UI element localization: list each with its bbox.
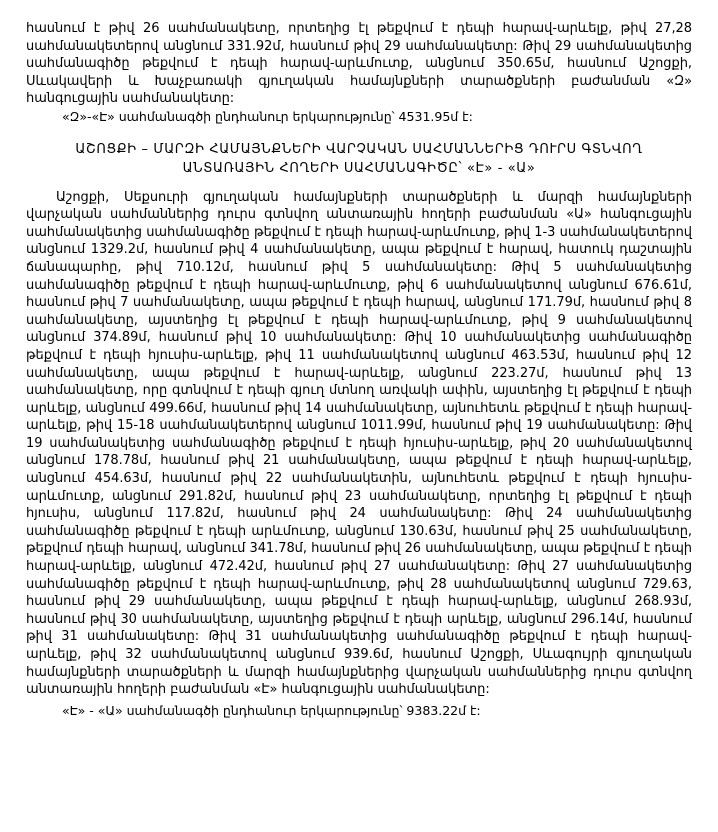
paragraph-section-body: Աշոցքի, Սեքսուրի գյուղական համայնքների տարածքների և մարզի համայնքների վարչական սահմաններից դուրս գտնվող անտառային հողերի բաժանման «Ա» հանգուցային սահմանակետից սահմանագիծը թեքվում է դեպի հարավ-արևմուտք, թիվ 1-3 սահմանակետերով անցնում 1329.2մ, հասնում թիվ 4 սահմանակետը, ապա թեքվում է հարավ, հատուկ դաշտային ճանապարհը, թիվ 710.12մ, հասնում թիվ 5 սահմանակետը: Թիվ 5 սահմանակետից սահմանագիծը թեքվում է դեպի հարավ-արևմուտք, թիվ 6 սահմանակետով անցնում 676.61մ, հասնում թիվ 7 սահմանակետը, ապա թեքվում է դեպի հարավ, անցնում 171.79մ, հասնում թիվ 8 սահմանակետը, այստեղից էլ թեքվում է դեպի հարավ-արևմուտք, թիվ 9 սահմանակետով անցնում 374.89մ, հասնում թիվ 10 սահմանակետը: Թիվ 10 սահմանակետից սահմանագիծը թեքվում է դեպի հյուսիս-արևելք, թիվ 11 սահմանակետով անցնում 463.53մ, հասնում թիվ 12 սահմանակետը, ապա թեքվում է հարավ-արևելք, անցնում 223.27մ, հասնում թիվ 13 սահմանակետը, որը գտնվում է դեպի գյուղ մտնող առվակի ափին, այստեղից էլ թեքվում է դեպի արևելք, անցնում 499.66մ, հասնում թիվ 14 սահմանակետը, այնուհետև թեքվում է դեպի հարավ-արևելք, թիվ 15-18 սահմանակետերով անցնում 1011.99մ, հասնում թիվ 19 սահմանակետը: Թիվ 19 սահմանակետից սահմանագիծը թեքվում է դեպի հյուսիս-արևելք, թիվ 20 սահմանակետով անցնում 178.78մ, հասնում թիվ 21 սահմանակետը, ապա թեքվում է դեպի հարավ-արևելք, անցնում 454.63մ, հասնում թիվ 22 սահմանակետին, այնուհետև թեքվում է դեպի հյուսիս-արևմուտք, անցնում 291.82մ, հասնում թիվ 23 սահմանակետը, որտեղից էլ թեքվում է դեպի հյուսիս, անցնում 117.82մ, հասնում թիվ 24 սահմանակետը: Թիվ 24 սահմանակետից սահմանագիծը թեքվում է դեպի արևմուտք, անցնում 130.63մ, հասնում թիվ 25 սահմանակետը, թեքվում դեպի հարավ, անցնում 341.78մ, հասնում թիվ 26 սահմանակետը, ապա թեքվում է դեպի հարավ-արևելք, անցնում 472.42մ, հասնում թիվ 27 սահմանակետը: Թիվ 27 սահմանակետից սահմանագիծը թեքվում է դեպի հարավ-արևմուտք, թիվ 28 սահմանակետով անցնում 729.63, հասնում թիվ 29 սահմանակետը, ապա թեքվում է դեպի հարավ-արևելք, անցնում 268.93մ, հասնում թիվ 30 սահմանակետը, այստեղից թեքվում է դեպի արևելք, անցնում 296.14մ, հասնում թիվ 31 սահմանակետը: Թիվ 31 սահմանակետից սահմանագիծը թեքվում է դեպի հարավ-արևելք, թիվ 32 սահմանակետով անցնում 939.6մ, հասնում Աշոցքի, Սևագույրի գյուղական համայնքների տարածքների և մարզի համայնքներից վարչական սահմաններից դուրս գտնվող անտառային հողերի բաժանման «Է» հանգուցային սահմանակետը: (26, 189, 692, 698)
section-heading-line-1: ԱՇՈՑՔԻ – ՄԱՐԶԻ ՀԱՄԱՅՆՔՆԵՐԻ ՎԱՐՉԱԿԱՆ ՍԱՀՄԱՆՆԵՐԻՑ ԴՈՒՐՍ ԳՏՆՎՈՂ (75, 141, 643, 157)
paragraph-continuation: հասնում է թիվ 26 սահմանակետը, որտեղից էլ թեքվում է դեպի հարավ-արևելք, թիվ 27,28 սահմանակետերով անցնում 331.92մ, հասնում թիվ 29 սահմանակետը: Թիվ 29 սահմանակետից սահմանագիծը թեքվում է դեպի հարավ-արևմուտք, անցնում 350.65մ, հասնում Աշոցքի, Սևակավերի և Խաչբառակի գյուղական համայնքների տարածքների բաժանման «Զ» հանգուցային սահմանակետը: (26, 21, 692, 107)
section-heading (26, 140, 692, 178)
section-heading-line-2: ԱՆՏԱՌԱՅԻՆ ՀՈՂԵՐԻ ՍԱՀՄԱՆԱԳԻԾԸ՝ «Է» - «Ա» (182, 160, 536, 176)
segment-length-note-2: «Է» - «Ա» սահմանագծի ընդհանուր երկարությունը՝ 9383.22մ է: (62, 702, 481, 718)
segment-length-note-1: «Զ»-«Է» սահմանագծի ընդհանուր երկարությունը՝ 4531.95մ է: (62, 108, 473, 124)
